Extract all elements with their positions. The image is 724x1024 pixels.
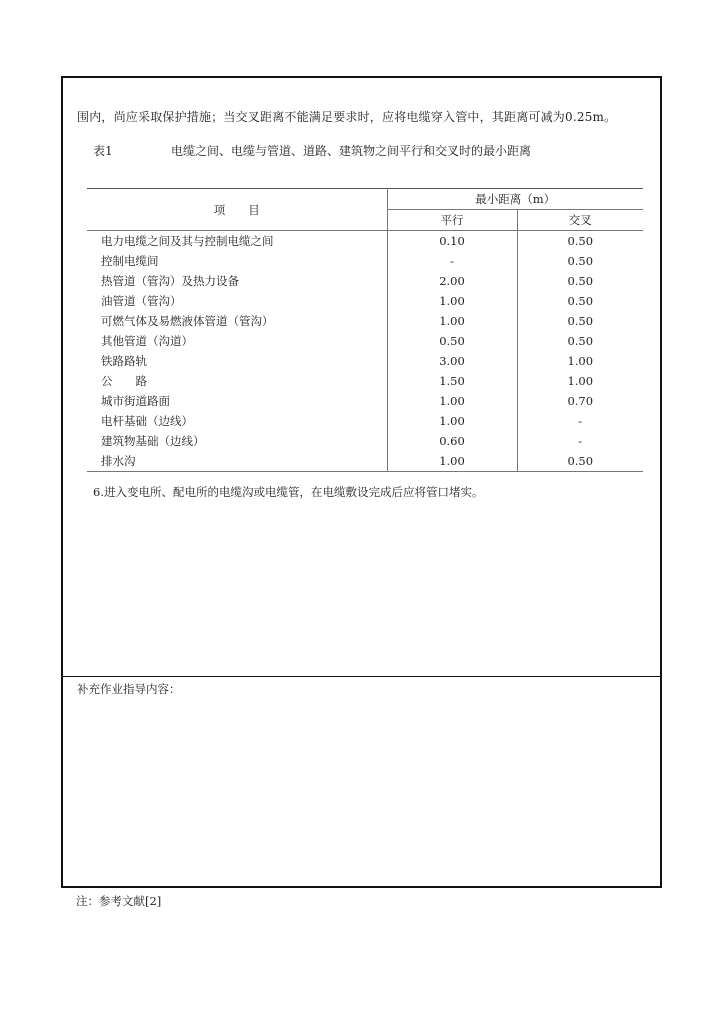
- table-label: 表1: [93, 144, 113, 158]
- row-item: 公 路: [101, 374, 147, 388]
- row-item: 电杆基础（边线）: [101, 414, 193, 428]
- row-parallel: 3.00: [387, 351, 517, 371]
- row-cross: 0.50: [517, 451, 643, 472]
- section-divider: [63, 676, 660, 677]
- row-parallel: 1.50: [387, 371, 517, 391]
- row-item: 热管道（管沟）及热力设备: [101, 274, 239, 288]
- row-parallel: 1.00: [387, 311, 517, 331]
- footnote: 注：参考文献[2]: [76, 894, 162, 908]
- row-cross: 0.70: [517, 391, 643, 411]
- row-item: 可燃气体及易燃液体管道（管沟）: [101, 314, 274, 328]
- row-parallel: 0.10: [387, 231, 517, 252]
- row-cross: 1.00: [517, 351, 643, 371]
- table-row: [87, 251, 643, 271]
- header-distance: 最小距离（m）: [387, 189, 643, 210]
- row-parallel: 1.00: [387, 411, 517, 431]
- table-row: [87, 411, 643, 431]
- row-cross: -: [517, 431, 643, 451]
- row-cross: 0.50: [517, 311, 643, 331]
- table-row: [87, 231, 643, 252]
- row-parallel: 1.00: [387, 451, 517, 472]
- row-item: 城市街道路面: [101, 394, 170, 408]
- intro-paragraph: 围内，尚应采取保护措施；当交叉距离不能满足要求时，应将电缆穿入管中，其距离可减为0.25m。: [77, 110, 617, 124]
- table-row: [87, 371, 643, 391]
- table-title: 电缆之间、电缆与管道、道路、建筑物之间平行和交叉时的最小距离: [171, 144, 532, 158]
- row-item: 控制电缆间: [101, 254, 159, 268]
- row-cross: 0.50: [517, 331, 643, 351]
- document-frame: [61, 76, 662, 888]
- table-row: [87, 391, 643, 411]
- note-6: 6.进入变电所、配电所的电缆沟或电缆管，在电缆敷设完成后应将管口堵实。: [93, 485, 484, 499]
- row-cross: -: [517, 411, 643, 431]
- supplement-label: 补充作业指导内容：: [77, 682, 181, 696]
- header-parallel: 平行: [387, 210, 517, 231]
- table-row: [87, 311, 643, 331]
- table-row: [87, 431, 643, 451]
- row-item: 其他管道（沟道）: [101, 334, 193, 348]
- row-cross: 0.50: [517, 271, 643, 291]
- row-item: 铁路路轨: [101, 354, 147, 368]
- row-cross: 0.50: [517, 251, 643, 271]
- row-parallel: 2.00: [387, 271, 517, 291]
- row-cross: 0.50: [517, 291, 643, 311]
- row-item: 排水沟: [87, 451, 387, 472]
- header-cross: 交叉: [517, 210, 643, 231]
- row-cross: 1.00: [517, 371, 643, 391]
- table-caption: [93, 142, 531, 159]
- row-parallel: -: [387, 251, 517, 271]
- table-row: [87, 331, 643, 351]
- row-parallel: 1.00: [387, 391, 517, 411]
- row-parallel: 1.00: [387, 291, 517, 311]
- row-parallel: 0.50: [387, 331, 517, 351]
- table-row: [87, 291, 643, 311]
- distance-table: [87, 188, 643, 472]
- row-parallel: 0.60: [387, 431, 517, 451]
- row-item: 电力电缆之间及其与控制电缆之间: [101, 234, 274, 248]
- table-row: [87, 351, 643, 371]
- table-row: [87, 271, 643, 291]
- table-row: [87, 451, 643, 472]
- row-cross: 0.50: [517, 231, 643, 252]
- row-item: 油管道（管沟）: [101, 294, 182, 308]
- row-item: 建筑物基础（边线）: [101, 434, 205, 448]
- header-item: 项 目: [87, 189, 387, 231]
